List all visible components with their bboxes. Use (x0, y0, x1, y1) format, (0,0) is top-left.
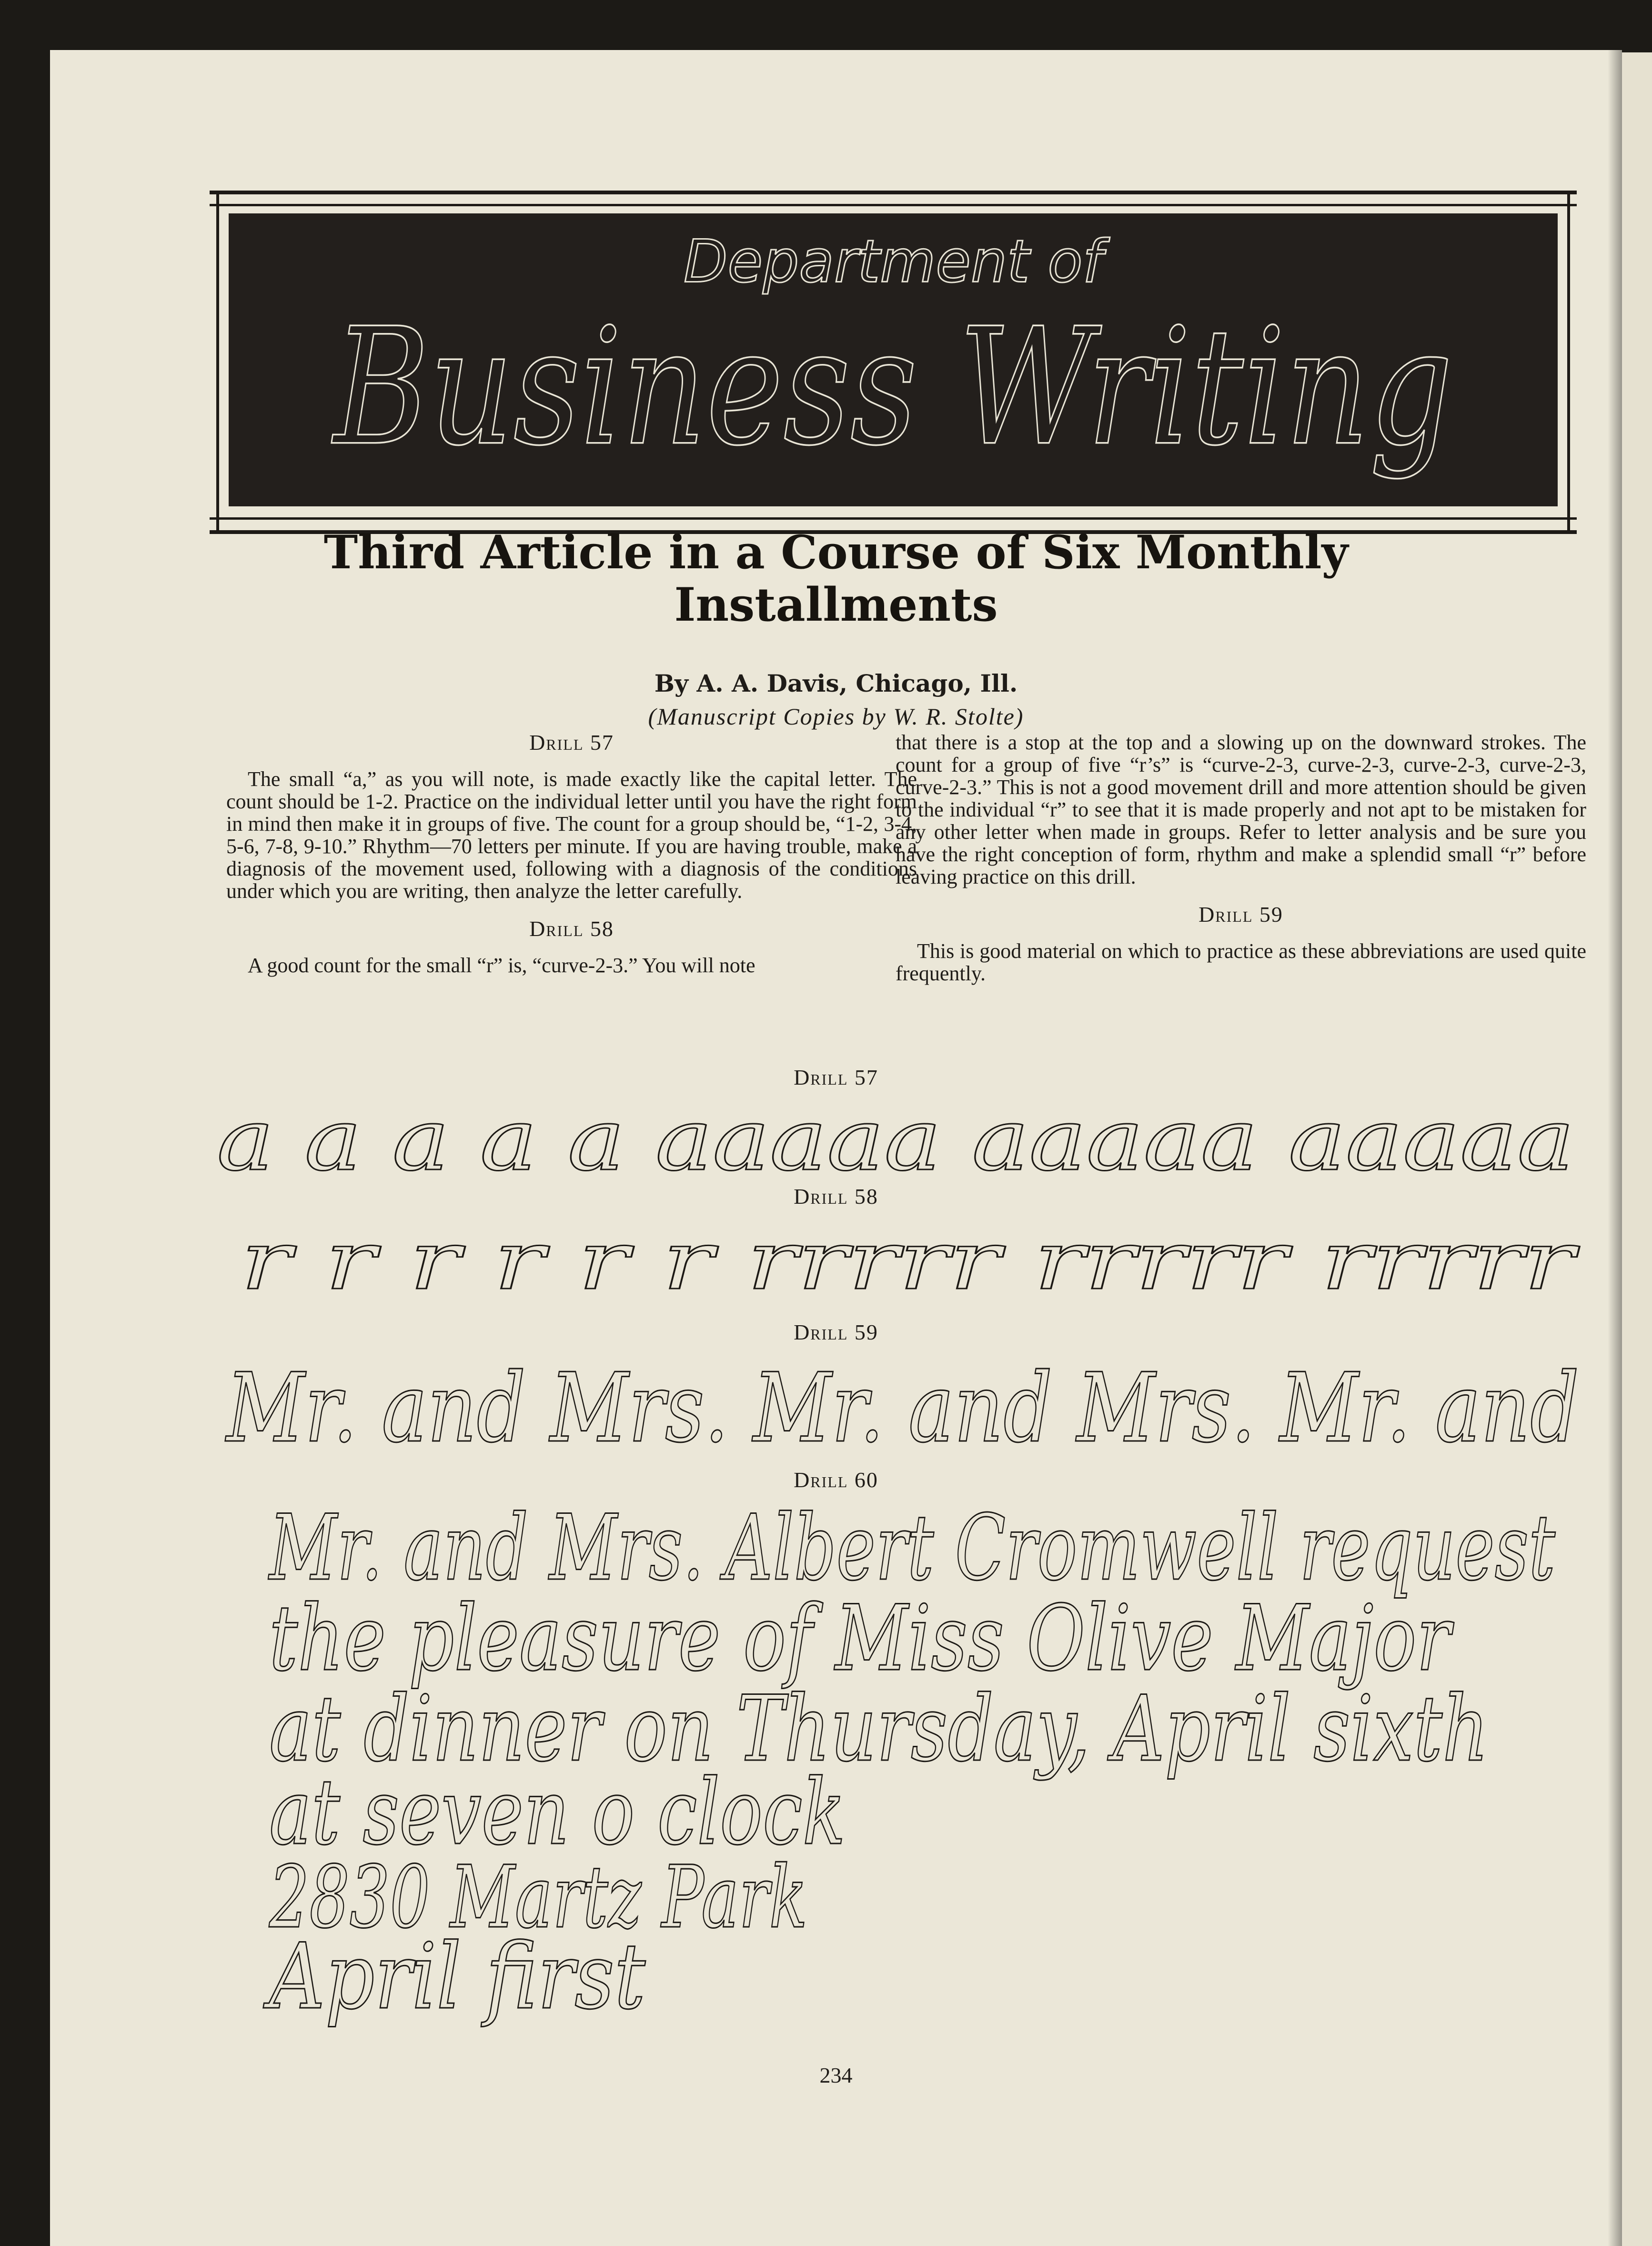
magazine-page (50, 50, 1622, 2246)
drill-57-heading: Drill 57 (529, 730, 614, 755)
adjacent-page-edge (1622, 52, 1652, 2246)
binding-shadow (1608, 50, 1622, 2246)
banner-rule (210, 204, 1577, 206)
drill-60-line: Mr. and Mrs. Albert Cromwell request (268, 1495, 1556, 1601)
drill-57-specimen-label: Drill 57 (794, 1065, 878, 1089)
article-byline: By A. A. Davis, Chicago, Ill. (654, 669, 1018, 697)
drill-59-heading: Drill 59 (1199, 902, 1283, 927)
page-number: 234 (819, 2063, 853, 2087)
drill-60-script (263, 1493, 1584, 2036)
drill-58-script-text: r r r r r r rrrrr rrrrr rrrrr (241, 1214, 1580, 1308)
header-banner (210, 191, 1577, 534)
drill-57-script-text: a a a a a aaaaa aaaaa aaaaa (217, 1090, 1574, 1190)
drill-60-line: the pleasure of Miss Olive Major (269, 1586, 1455, 1691)
banner-script-title: Business Writing (331, 293, 1453, 481)
drill-59-script-text: Mr. and Mrs. Mr. and Mrs. Mr. and (224, 1353, 1579, 1464)
left-column (226, 731, 917, 977)
banner-rule (1567, 194, 1570, 530)
banner-lettering (229, 213, 1558, 506)
drill-58-continued-text: that there is a stop at the top and a slowing up on the downward strokes. The count for a group of five “r’s” is “curve-2-3, curve-2-3, curve-2-3, curve-2-3, curve-2-3.” This is not a good movement drill and more attention should be given to the individual “r” to see that it is made properly and not apt to be mistaken for any other letter when made in groups. Refer to letter analysis and be sure you have the right conception of form, rhythm and make a splendid small “r” before leaving practice on this drill. (896, 731, 1586, 888)
drill-60-line: 2830 Martz Park (269, 1848, 807, 1947)
drill-59-specimen-label: Drill 59 (794, 1320, 878, 1344)
drill-60-line: April first (263, 1924, 646, 2029)
right-column (896, 731, 1586, 985)
banner-panel (229, 213, 1558, 506)
drill-59-script (226, 1350, 1579, 1465)
drill-58-heading: Drill 58 (529, 917, 614, 941)
drill-58-script (241, 1214, 1580, 1312)
drill-60-line: at dinner on Thursday, April sixth (269, 1676, 1489, 1782)
drill-57-text: The small “a,” as you will note, is made exactly like the capital letter. The count should be 1-2. Practice on the individual letter until you have the right form in mind then make it in groups of five. The count for a group should be, “1-2, 3-4, 5-6, 7-8, 9-10.” Rhythm—70 letters per minute. If you are having trouble, make a diagnosis of the movement used, following with a diagnosis of the conditions under which you are writing, then analyze the letter carefully. (226, 767, 917, 903)
drill-58-specimen-label: Drill 58 (794, 1184, 878, 1209)
drill-58-text: A good count for the small “r” is, “curve-2-3.” You will note (248, 954, 755, 977)
drill-60-specimen-label: Drill 60 (794, 1468, 878, 1492)
drill-59-text: This is good material on which to practice as these abbreviations are used quite frequently. (896, 939, 1586, 985)
banner-rule (216, 194, 219, 530)
drill-57-script (217, 1090, 1574, 1193)
dept-label: Department of (684, 227, 1103, 296)
article-credit: (Manuscript Copies by W. R. Stolte) (648, 703, 1024, 730)
drill-60-line: at seven o clock (269, 1760, 846, 1865)
banner-rule (210, 517, 1577, 520)
article-title: Third Article in a Course of Six Monthly Installments (323, 525, 1349, 632)
